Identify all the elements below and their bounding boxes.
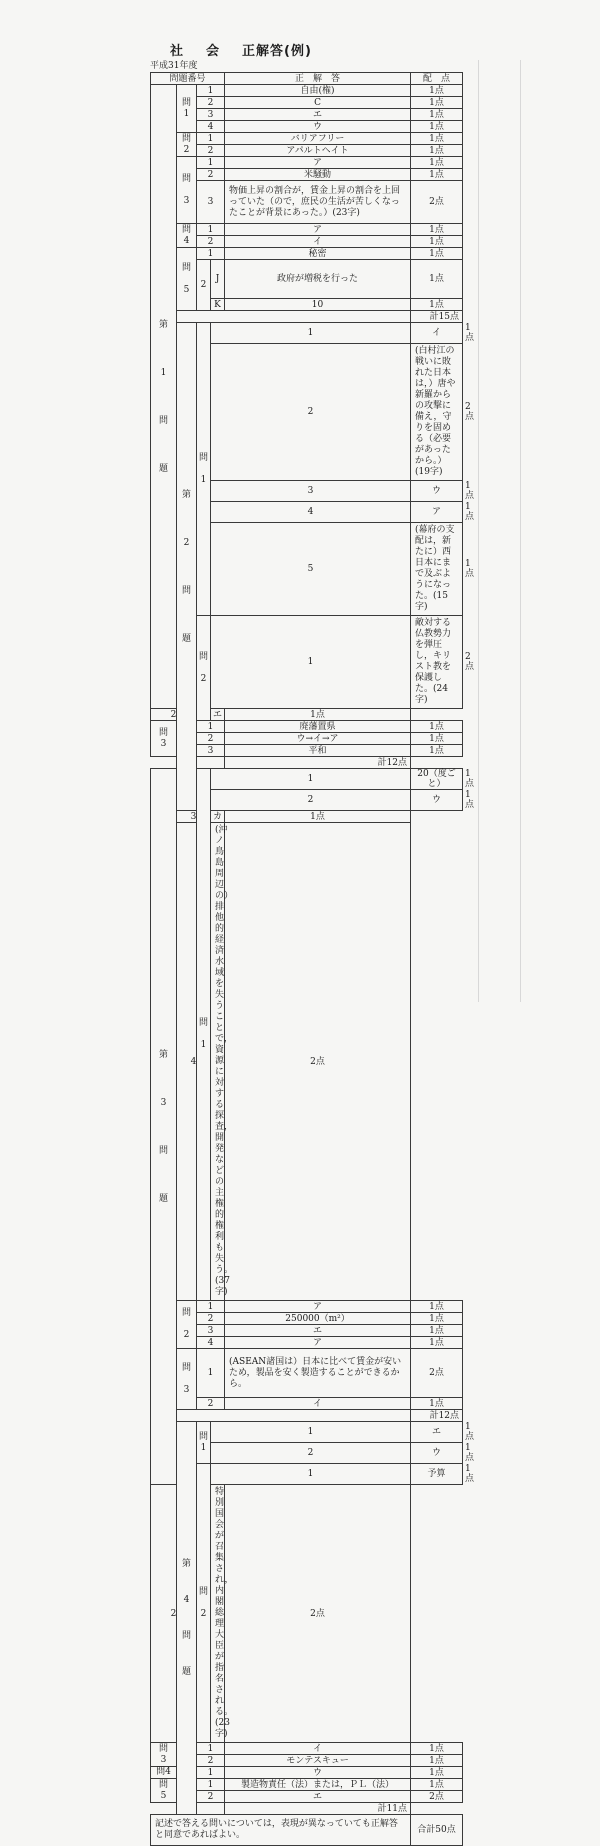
answer-cell: C: [225, 97, 411, 109]
answer-cell: (ASEAN諸国は）日本に比べて賃金が安いため，製品を安く製造することができるから。: [225, 1349, 411, 1398]
answer-cell: 特別国会が召集され，内閣総理大臣が指名される。(23字): [211, 1485, 225, 1743]
question-4-4: 問4: [151, 1767, 177, 1779]
table-row: 2 モンテスキュー 1点: [151, 1755, 463, 1767]
points-cell: 1点: [225, 811, 411, 823]
table-row: 問 2 1 ア 1点: [151, 1301, 463, 1313]
question-4-3: 問 3: [151, 1743, 177, 1767]
answer-cell: ア: [225, 157, 411, 169]
answer-cell: 250000（m²）: [225, 1313, 411, 1325]
question-1-1: 問 1: [177, 85, 197, 133]
answer-cell: 10: [225, 299, 411, 311]
year-label: 平成31年度: [150, 61, 198, 71]
section-2-label: 第 2 問 題: [177, 323, 197, 811]
subtotal-row: [151, 1410, 463, 1422]
table-row: 2 J 政府が増税を行った 1点: [151, 260, 463, 299]
table-row: 4 (沖ノ鳥島周辺の）排他的経済水域を失うことで，資源に対する探査，開発などの主権的権利も失う。(37字) 2点: [151, 823, 463, 1301]
table-row: 2 ウ→イ→ア 1点: [151, 733, 463, 745]
answer-key-table: [150, 72, 475, 1846]
question-4-5: 問 5: [151, 1779, 177, 1803]
answer-cell: ウ→イ→ア: [225, 733, 411, 745]
table-row: 4 ア 1点: [151, 502, 463, 523]
points-cell: 1点: [411, 299, 463, 311]
table-row: 問 3 1 イ 1点: [151, 1743, 463, 1755]
points-cell: 1点: [411, 1398, 463, 1410]
subtotal: 計11点: [225, 1803, 411, 1815]
question-3-1: 問 1: [197, 769, 211, 1301]
answer-cell: ウ: [225, 121, 411, 133]
table-row: 第 2 問 題 問 1 1 イ 1点: [151, 323, 463, 344]
table-row: 2 エ 2点: [151, 1791, 463, 1803]
points-cell: 1点: [411, 121, 463, 133]
points-cell: 1点: [411, 1301, 463, 1313]
question-3-2: 問 2: [177, 1301, 197, 1349]
answer-cell: 秘密: [225, 248, 411, 260]
answer-cell: イ: [411, 323, 463, 344]
answer-cell: ア: [225, 1301, 411, 1313]
answer-cell: (幕府の支配は，新たに）西日本にまで及ぶようになった。(15字): [411, 523, 463, 616]
table-row: 問 3 1 ア 1点: [151, 157, 463, 169]
answer-cell: エ: [225, 1325, 411, 1337]
points-cell: 1点: [411, 1755, 463, 1767]
answer-cell: ア: [225, 1337, 411, 1349]
answer-cell: 自由(権): [225, 85, 411, 97]
points-cell: 1点: [411, 1313, 463, 1325]
points-cell: 1点: [411, 236, 463, 248]
answer-cell: イ: [225, 1398, 411, 1410]
subtotal-row: [151, 757, 463, 769]
points-cell: 2点: [411, 1791, 463, 1803]
scoring-note: 記述で答える問いについては，表現が異なっていても正解答と同意であればよい。: [151, 1815, 411, 1846]
question-1-5: 問 5: [177, 248, 197, 311]
answer-cell: モンテスキュー: [225, 1755, 411, 1767]
question-1-3: 問 3: [177, 157, 197, 224]
points-cell: 1点: [411, 733, 463, 745]
table-row: 2 イ 1点: [151, 1398, 463, 1410]
table-row: 3 エ 1点: [151, 1325, 463, 1337]
table-row: 問 4 1 ア 1点: [151, 224, 463, 236]
answer-cell: 敵対する仏教勢力を弾圧し，キリスト教を保護した。(24字): [411, 616, 463, 709]
table-row: 問 3 1 (ASEAN諸国は）日本に比べて賃金が安いため，製品を安く製造することができるから。 2点: [151, 1349, 463, 1398]
answer-cell: ウ: [411, 1443, 463, 1464]
question-4-2: 問 2: [197, 1464, 211, 1743]
points-cell: 1点: [411, 1337, 463, 1349]
answer-cell: 物価上昇の割合が，賃金上昇の割合を上回っていた（ので，庶民の生活が苦しくなったことが背景にあった。）(23字): [225, 181, 411, 224]
table-row: 2 アパルトヘイト 1点: [151, 145, 463, 157]
answer-cell: ア: [411, 502, 463, 523]
points-cell: 1点: [411, 224, 463, 236]
table-row: 2 (白村江の戦いに敗れた日本は，）唐や新羅からの攻撃に備え，守りを固める（必要があったから。）(19字) 2点: [151, 344, 463, 481]
table-row: 4 ア 1点: [151, 1337, 463, 1349]
table-header: [151, 73, 463, 85]
question-3-3: 問 3: [177, 1349, 197, 1410]
points-cell: 1点: [411, 133, 463, 145]
table-row: 2 ウ 1点: [151, 1443, 463, 1464]
table-row: 2 ウ 1点: [151, 790, 463, 811]
grand-total: 合計50点: [411, 1815, 463, 1846]
answer-cell: 20（度ごと）: [411, 769, 463, 790]
table-row: K 10 1点: [151, 299, 463, 311]
footer-row: [151, 1815, 463, 1846]
table-row: 問 3 1 廃藩置県 1点: [151, 721, 463, 733]
table-row: 問 2 1 バリアフリー 1点: [151, 133, 463, 145]
points-cell: 1点: [411, 169, 463, 181]
subtotal: 計15点: [411, 311, 463, 323]
points-cell: 1点: [411, 260, 463, 299]
question-2-2: 問 2: [197, 616, 211, 721]
answer-cell: ウ: [225, 1767, 411, 1779]
answer-cell: (沖ノ鳥島周辺の）排他的経済水域を失うことで，資源に対する探査，開発などの主権的権利も失う。(37字): [211, 823, 225, 1301]
points-cell: 2点: [225, 1485, 411, 1743]
table-row: 2 250000（m²） 1点: [151, 1313, 463, 1325]
points-cell: 1点: [411, 145, 463, 157]
points-cell: 1点: [411, 1325, 463, 1337]
points-cell: 1点: [225, 709, 411, 721]
points-cell: 1点: [411, 85, 463, 97]
answer-cell: エ: [225, 109, 411, 121]
section-4-label: 第 4 問 題: [177, 1422, 197, 1815]
table-row: 4 ウ 1点: [151, 121, 463, 133]
answer-cell: エ: [211, 709, 225, 721]
points-cell: 2点: [411, 1349, 463, 1398]
table-row: 2 特別国会が召集され，内閣総理大臣が指名される。(23字) 2点: [151, 1485, 463, 1743]
question-2-1: 問 1: [197, 323, 211, 616]
question-4-1: 問 1: [197, 1422, 211, 1464]
subtotal-row: [151, 311, 463, 323]
subtotal: 計12点: [225, 757, 411, 769]
col-answer: 正 解 答: [225, 73, 411, 85]
answer-cell: 予算: [411, 1464, 463, 1485]
question-1-2: 問 2: [177, 133, 197, 157]
points-cell: 2点: [225, 823, 411, 1301]
points-cell: 1点: [411, 1779, 463, 1791]
answer-cell: バリアフリー: [225, 133, 411, 145]
answer-cell: カ: [211, 811, 225, 823]
table-row: 2 C 1点: [151, 97, 463, 109]
table-row: 5 (幕府の支配は，新たに）西日本にまで及ぶようになった。(15字) 1点: [151, 523, 463, 616]
col-number: 問題番号: [151, 73, 225, 85]
table-row: 2 イ 1点: [151, 236, 463, 248]
section-3-label: 第 3 問 題: [151, 769, 177, 1485]
answer-cell: ウ: [411, 481, 463, 502]
points-cell: 1点: [411, 745, 463, 757]
table-row: 問4 1 ウ 1点: [151, 1767, 463, 1779]
table-row: 第 1 問 題 問 1 1 自由(権) 1点: [151, 85, 463, 97]
answer-cell: (白村江の戦いに敗れた日本は，）唐や新羅からの攻撃に備え，守りを固める（必要があったから。）(19字): [411, 344, 463, 481]
points-cell: 1点: [411, 157, 463, 169]
table-row: 問 5 1 製造物責任（法）または，ＰＬ（法） 1点: [151, 1779, 463, 1791]
answer-cell: イ: [225, 1743, 411, 1755]
points-cell: 1点: [411, 1767, 463, 1779]
table-row: 第 4 問 題 問 1 1 エ 1点: [151, 1422, 463, 1443]
answer-cell: 平和: [225, 745, 411, 757]
table-row: 3 物価上昇の割合が，賃金上昇の割合を上回っていた（ので，庶民の生活が苦しくなったことが背景にあった。）(23字) 2点: [151, 181, 463, 224]
subtotal: 計12点: [411, 1410, 463, 1422]
answer-cell: ウ: [411, 790, 463, 811]
col-points: 配 点: [411, 73, 463, 85]
question-1-4: 問 4: [177, 224, 197, 248]
background-fold-line: [520, 60, 521, 1002]
points-cell: 1点: [411, 248, 463, 260]
answer-cell: ア: [225, 224, 411, 236]
answer-cell: アパルトヘイト: [225, 145, 411, 157]
table-row: 3 エ 1点: [151, 109, 463, 121]
answer-cell: 製造物責任（法）または，ＰＬ（法）: [225, 1779, 411, 1791]
answer-cell: エ: [225, 1791, 411, 1803]
answer-cell: 廃藩置県: [225, 721, 411, 733]
background-fold-line: [478, 60, 479, 1002]
answer-cell: イ: [225, 236, 411, 248]
points-cell: 2点: [411, 181, 463, 224]
table-row: 問 2 1 予算 1点: [151, 1464, 463, 1485]
subtotal-row: [151, 1803, 463, 1815]
table-row: 2 エ 1点: [151, 709, 463, 721]
answer-cell: エ: [411, 1422, 463, 1443]
table-row: 問 2 1 敵対する仏教勢力を弾圧し，キリスト教を保護した。(24字) 2点: [151, 616, 463, 709]
section-1-label: 第 1 問 題: [151, 85, 177, 709]
table-row: 3 カ 1点: [151, 811, 463, 823]
points-cell: 1点: [411, 721, 463, 733]
points-cell: 1点: [411, 109, 463, 121]
table-row: 問 5 1 秘密 1点: [151, 248, 463, 260]
points-cell: 1点: [411, 1743, 463, 1755]
points-cell: 1点: [411, 97, 463, 109]
table-row: 3 ウ 1点: [151, 481, 463, 502]
answer-cell: 米騒動: [225, 169, 411, 181]
question-2-3: 問 3: [151, 721, 177, 757]
table-row: 3 平和 1点: [151, 745, 463, 757]
table-row: 2 米騒動 1点: [151, 169, 463, 181]
table-row: 第 3 問 題 問 1 1 20（度ごと） 1点: [151, 769, 463, 790]
answer-cell: 政府が増税を行った: [225, 260, 411, 299]
page-title: 社 会 正解答(例): [170, 44, 312, 59]
